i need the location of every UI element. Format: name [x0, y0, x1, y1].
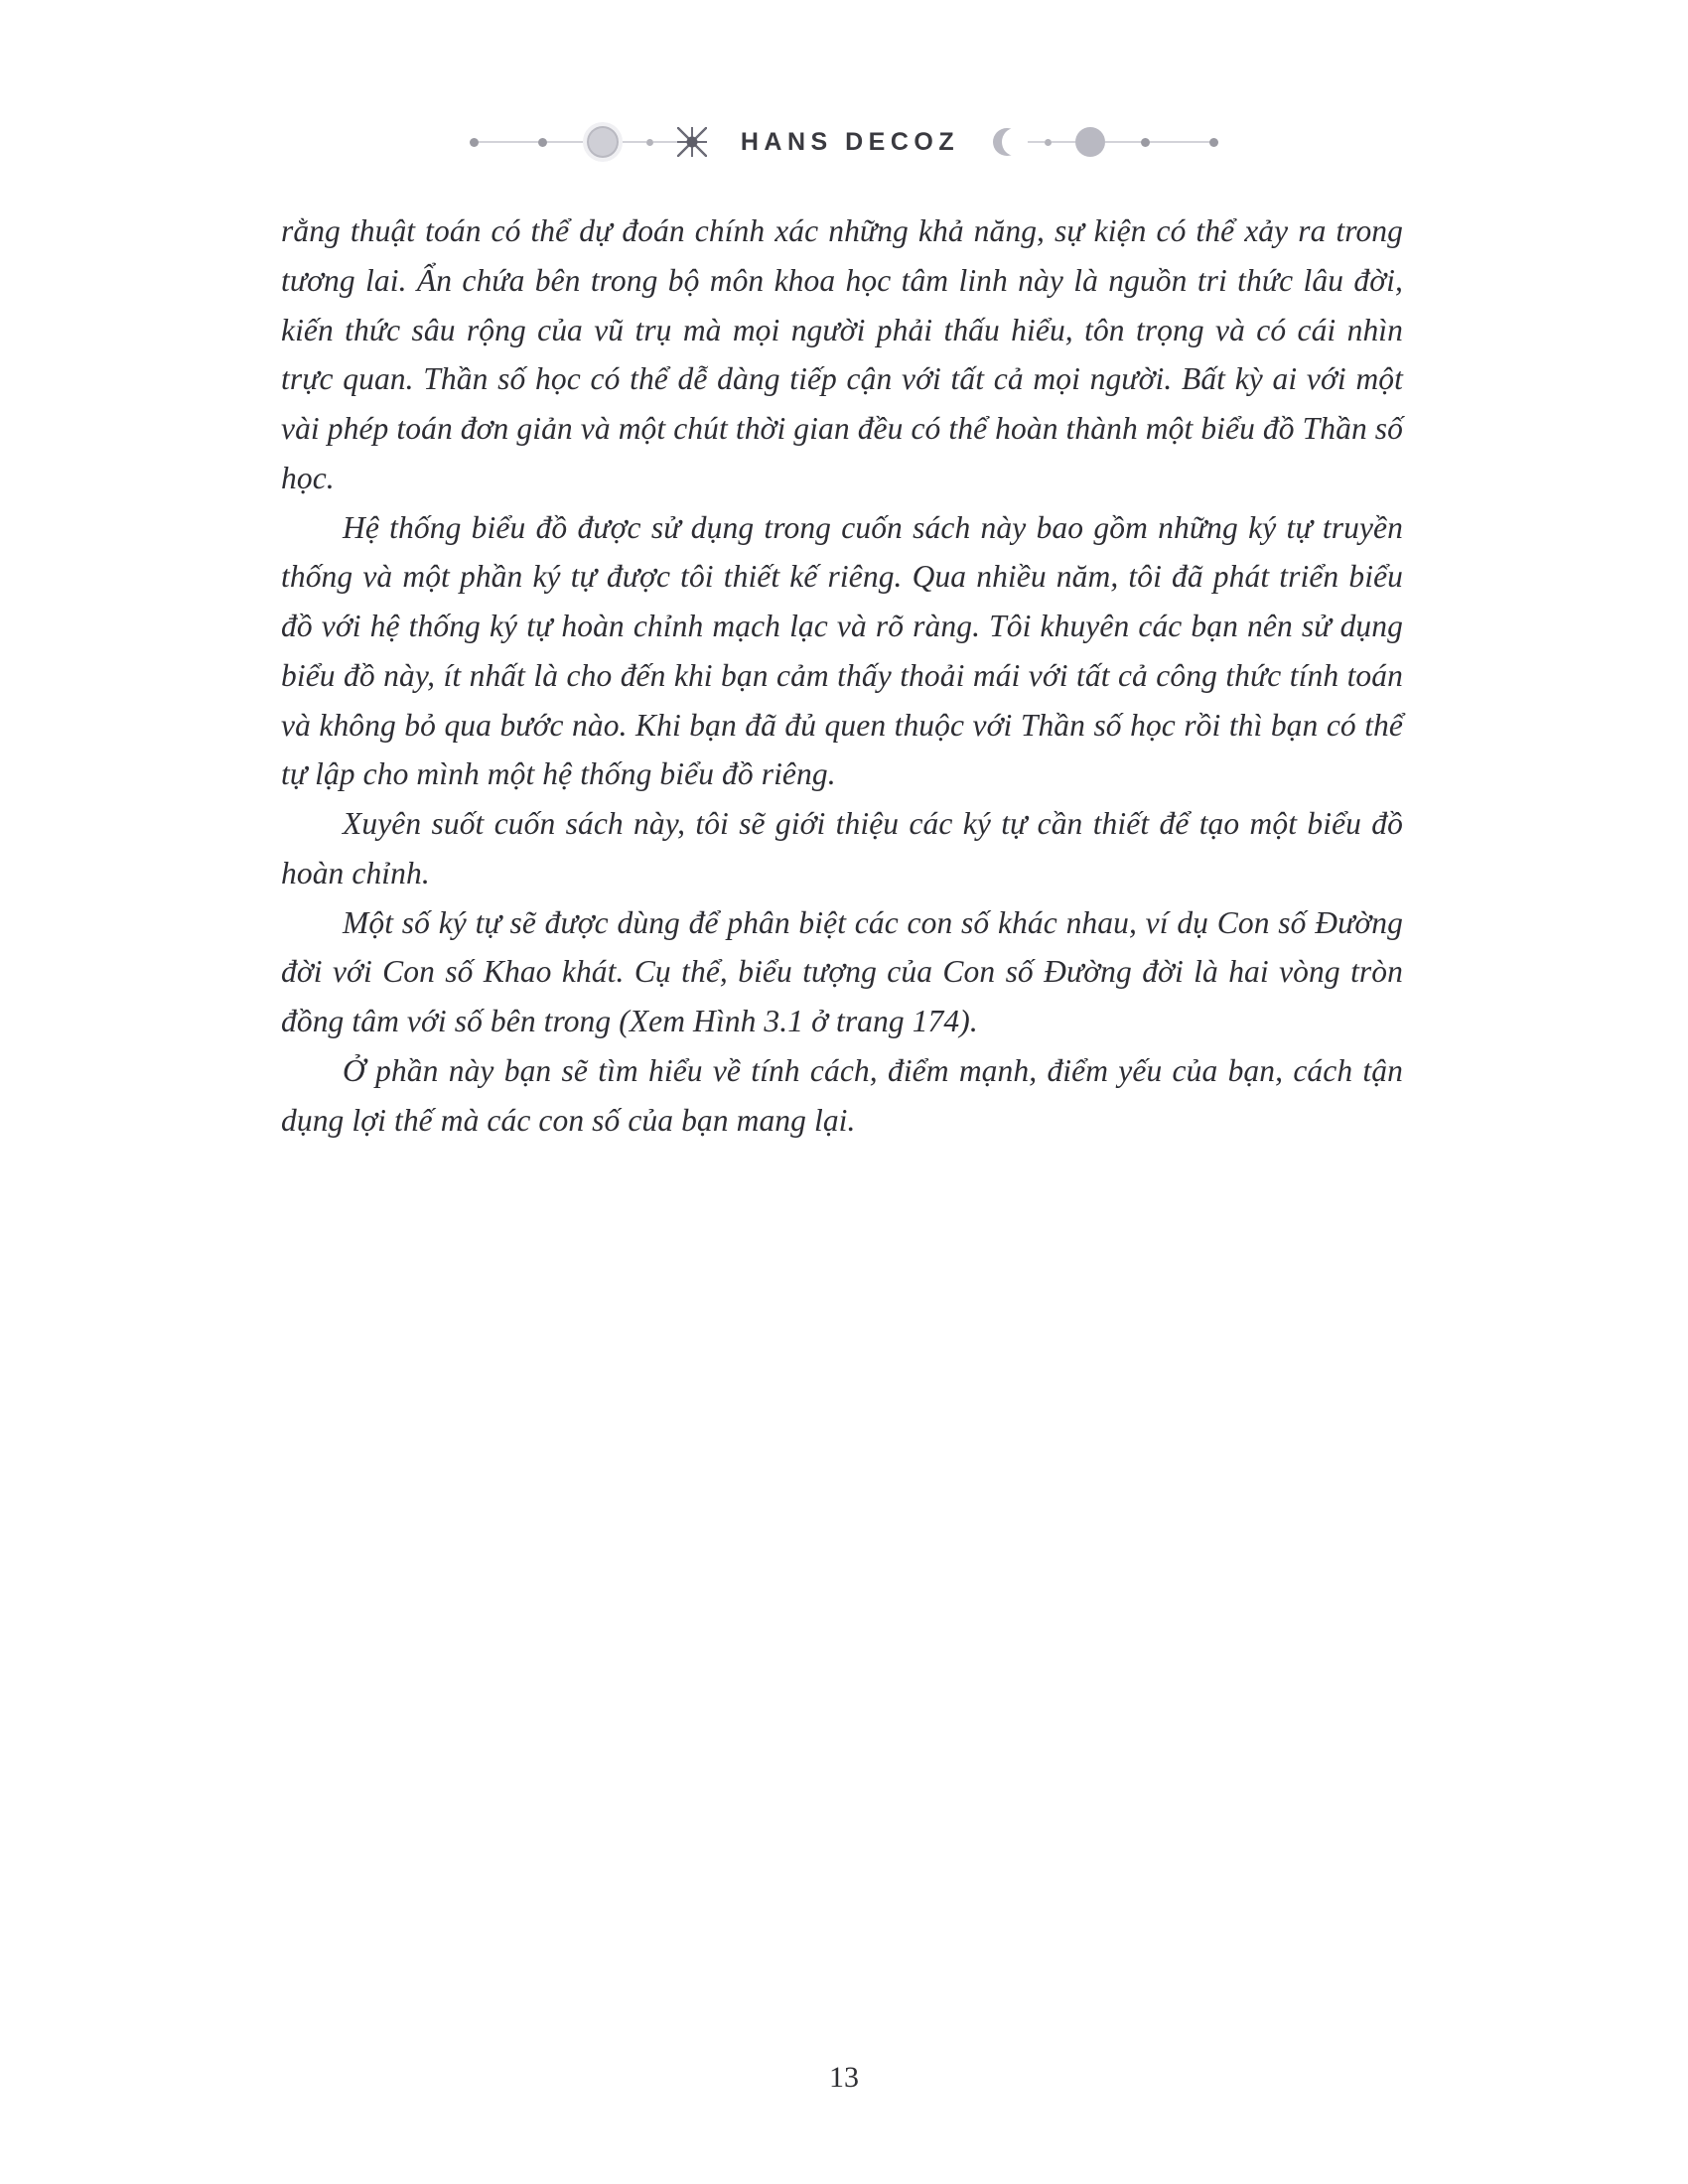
page-number: 13 [829, 2061, 859, 2094]
divider-line [479, 141, 538, 143]
paragraph: Ở phần này bạn sẽ tìm hiểu về tính cách, điểm mạnh, điểm yếu của bạn, cách tận dụng lợi thế mà các con số của bạn mang lại. [281, 1053, 1403, 1138]
ornament-group-right [993, 127, 1218, 157]
dot-small-icon [470, 138, 479, 147]
dot-small-icon [1209, 138, 1218, 147]
starburst-icon [677, 127, 707, 157]
filled-circle-icon [1075, 127, 1105, 157]
paragraph: rằng thuật toán có thể dự đoán chính xác những khả năng, sự kiện có thể xảy ra trong tương lai. Ẩn chứa bên trong bộ môn khoa học tâm linh này là nguồn tri thức lâu đời, kiến thức sâu rộng của vũ trụ mà mọi người phải thấu hiểu, tôn trọng và có cái nhìn trực quan. Thần số học có thể dễ dàng tiếp cận với tất cả mọi người. Bất kỳ ai với một vài phép toán đơn giản và một chút thời gian đều có thể hoàn thành một biểu đồ Thần số học. [281, 213, 1403, 495]
header-ornament-row [352, 122, 1336, 162]
page-title: HANS DECOZ [740, 127, 960, 156]
divider-line [547, 141, 583, 143]
body-text [281, 206, 1403, 1146]
paragraph: Hệ thống biểu đồ được sử dụng trong cuốn sách này bao gồm những ký tự truyền thống và một phần ký tự được tôi thiết kế riêng. Qua nhiều năm, tôi đã phát triển biểu đồ với hệ thống ký tự hoàn chỉnh mạch lạc và rõ ràng. Tôi khuyên các bạn nên sử dụng biểu đồ này, ít nhất là cho đến khi bạn cảm thấy thoải mái với tất cả công thức tính toán và không bỏ qua bước nào. Khi bạn đã đủ quen thuộc với Thần số học rồi thì bạn có thể tự lập cho mình một hệ thống biểu đồ riêng. [281, 509, 1403, 792]
paragraph: Một số ký tự sẽ được dùng để phân biệt các con số khác nhau, ví dụ Con số Đường đời với Con số Khao khát. Cụ thể, biểu tượng của Con số Đường đời là hai vòng tròn đồng tâm với số bên trong (Xem Hình 3.1 ở trang 174). [281, 904, 1403, 1039]
dot-tiny-icon [646, 139, 653, 146]
paragraph: Xuyên suốt cuốn sách này, tôi sẽ giới thiệu các ký tự cần thiết để tạo một biểu đồ hoàn chỉnh. [281, 806, 1403, 890]
divider-line [1052, 141, 1075, 143]
dot-tiny-icon [1045, 139, 1052, 146]
running-head-bar [0, 107, 1688, 177]
divider-line [1150, 141, 1209, 143]
ring-circle-icon [583, 122, 623, 162]
dot-small-icon [1141, 138, 1150, 147]
divider-line [623, 141, 646, 143]
divider-line [1105, 141, 1141, 143]
divider-line [653, 141, 677, 143]
crescent-moon-icon [993, 128, 1021, 156]
dot-small-icon [538, 138, 547, 147]
ornament-group-left [470, 122, 707, 162]
